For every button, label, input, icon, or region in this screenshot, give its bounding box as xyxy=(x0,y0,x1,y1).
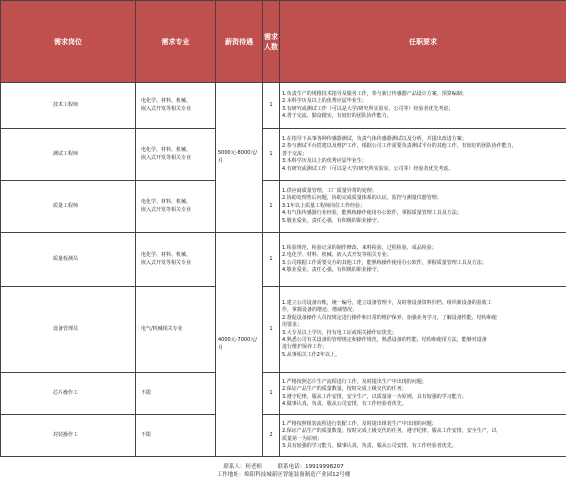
count-cell: 1 xyxy=(263,373,280,415)
requirements-cell: 1.建立公司设备台帐，统一编号，建立设备管理卡，及时将设备资料归档。组织新设备的验收工 作，掌握设备的增还、增减情况； 2.督促设备操作人员按规定进行操作和日常的维护保养，加强业务学习，了解设备性能、结构和使 用要求； 3.大专及以上学历，持有电工证或相关操作证优先； 4.熟悉公司有关设备的管理规定和操作规范，熟悉设备的性能、结构和使用方法，能够对设备 进行维护保养工作； 5.从事相关工作2年以上。 xyxy=(280,287,566,373)
position-cell: 质量工程师 xyxy=(1,181,136,233)
major-cell: 电化学、材料、机械、 嵌入式开发等相关专业 xyxy=(136,129,216,181)
header-row xyxy=(1,1,566,83)
major-cell: 电气/机械相关专业 xyxy=(136,287,216,373)
table-row xyxy=(1,287,566,373)
header-position: 需求岗位 xyxy=(1,1,136,83)
table-row xyxy=(1,415,566,457)
table-row xyxy=(1,83,566,129)
contact-phone: 联系电话：19919998207 xyxy=(277,464,344,470)
table-row xyxy=(1,373,566,415)
table-row xyxy=(1,129,566,181)
count-cell: 1 xyxy=(263,287,280,373)
requirements-cell: 1.严格按照芯片生产流程进行工作，及时提出生产中出现的问题； 2.保证产品生产的质量数量，按时完成上级交代的任务； 3.遵守纪律，服从工作安排，安全生产，以质量第一为原则，具有较强的学习能力； 4.做事认真，负责，服从公司安排，有工作经验者优先。 xyxy=(280,373,566,415)
contact-person: 联系人：何老师 xyxy=(223,464,262,470)
major-cell: 电化学、材料、机械、 嵌入式开发等相关专业 xyxy=(136,83,216,129)
count-cell: 1 xyxy=(263,83,280,129)
count-cell: 2 xyxy=(263,415,280,457)
salary-cell: 4000元-7000元/ 月 xyxy=(216,233,263,457)
requirements-cell: 1.负责生产的规格技术指导及服务工作，参与新订传感器产品设计方案、预算编制； 2.本科学历及以上的优秀应届毕业生； 3.有研究或测试工作（可以是大学/研究所实验室、公司等）经验者优先考虑； 4.善于交流、勤奋踏实，有较好的团队协作能力。 xyxy=(280,83,566,129)
count-cell: 1 xyxy=(263,129,280,181)
position-cell: 测试工程师 xyxy=(1,129,136,181)
requirements-cell: 1.检验规范、检验记录的制作修改，来料检验，过程检验，成品检验； 2.电化学、材料、机械、嵌入式开发等相关专业； 3.公司根据工作需要交办的其他工作，能熟练操作使用办公软件，掌握质量管理工具及方法； 4.敬业爱业，责任心强，有积极的职业操守。 xyxy=(280,233,566,287)
salary-cell: 5000元-8000元/ 月 xyxy=(216,83,263,233)
major-cell: 不限 xyxy=(136,373,216,415)
contact-footer xyxy=(1,457,566,480)
position-cell: 设备管理员 xyxy=(1,287,136,373)
header-requirements: 任职要求 xyxy=(280,1,566,83)
position-cell: 质量检测员 xyxy=(1,233,136,287)
table-row xyxy=(1,181,566,233)
work-address: 工作地址：绵阳科技城新区智能装备制造产业园12号楼 xyxy=(216,472,351,478)
count-cell: 1 xyxy=(263,233,280,287)
major-cell: 电化学、材料、机械、 嵌入式开发等相关专业 xyxy=(136,181,216,233)
count-cell: 1 xyxy=(263,181,280,233)
header-count: 需求 人数 xyxy=(263,1,280,83)
header-salary: 薪资待遇 xyxy=(216,1,263,83)
requirements-cell: 1.严格按照组装流程进行装配工作，及时提出组装生产中出现的问题； 2.保证产品生产的质量数量，按时完成上级交代的任务，遵守纪律，服从工作安排，安全生产，以 质量第一为原则； 3.具有较强的学习能力，做事认真，负责，服从公司安排，有工作经验者优先。 xyxy=(280,415,566,457)
table-row xyxy=(1,233,566,287)
footer-row xyxy=(1,457,566,480)
position-cell: 芯片操作工 xyxy=(1,373,136,415)
requirements-cell: 1.在指导下从事各种传感器测试，负责气体传感器测试以及分析，并提出改进方案； 2.参与测试平台搭建以及维护工作，根据公司工作需要负责测试平台的其他工作，有较好的团队协作能力， 善于交流； 3.本科学历及以上的优秀应届毕业生； 4.有研究或测试工作（可以是大学/研究所实验室、公司等）经验者优先考虑。 xyxy=(280,129,566,181)
header-major: 需求专业 xyxy=(136,1,216,83)
major-cell: 不限 xyxy=(136,415,216,457)
major-cell: 电化学、材料、机械、 嵌入式开发等相关专业 xyxy=(136,233,216,287)
position-cell: 封装操作工 xyxy=(1,415,136,457)
requirements-cell: 1.供应商质量管理，工厂质量异常的处理； 2.协助处理售后问题，协助完成质量体系的认证，监控与测量仪器管理； 3.1年以上质量工程师岗位工作经验； 4.有气体传感器行业经验，能熟练操作使用办公软件，掌握质量管理工具及方法； 5.敬业爱业，责任心强，有积极的职业操守。 xyxy=(280,181,566,233)
position-cell: 技术工程师 xyxy=(1,83,136,129)
